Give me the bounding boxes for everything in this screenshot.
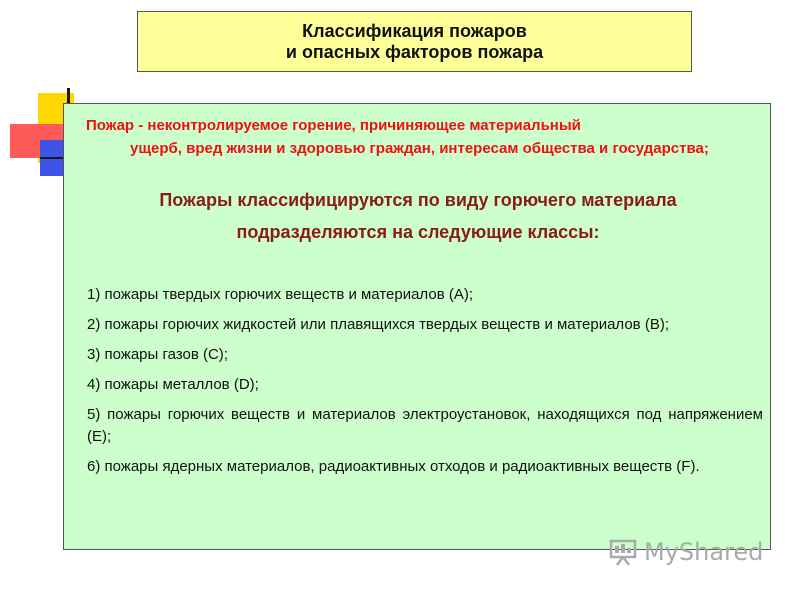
watermark	[608, 536, 763, 568]
list-item: 3) пожары газов (C);	[87, 346, 228, 363]
watermark-text: MyShared	[644, 538, 764, 566]
list-item: 2) пожары горючих жидкостей или плавящихся твердых веществ и материалов (B);	[87, 316, 669, 333]
definition-line-2: ущерб, вред жизни и здоровью граждан, интересам общества и государства;	[130, 140, 709, 157]
list-item: 6) пожары ядерных материалов, радиоактивных отходов и радиоактивных веществ (F).	[87, 458, 700, 475]
slide-title-line-1: Классификация пожаров	[302, 20, 527, 41]
list-item: 4) пожары металлов (D);	[87, 376, 259, 393]
slide-title-line-2: и опасных факторов пожара	[285, 41, 544, 62]
classification-heading-2: подразделяются на следующие классы:	[236, 222, 600, 242]
slide-title-box	[137, 11, 692, 72]
definition-line-1: Пожар - неконтролируемое горение, причиняющее материальный	[86, 117, 581, 134]
fire-definition	[86, 114, 756, 160]
content-panel	[63, 103, 771, 550]
classification-heading-1: Пожары классифицируются по виду горючего материала	[159, 190, 677, 210]
list-item: 1) пожары твердых горючих веществ и материалов (A);	[87, 286, 473, 303]
presentation-board-icon	[608, 537, 638, 567]
fire-classes-list	[87, 284, 763, 486]
list-item: 5) пожары горючих веществ и материалов электроустановок, находящихся под напряжением (E);	[87, 406, 763, 445]
